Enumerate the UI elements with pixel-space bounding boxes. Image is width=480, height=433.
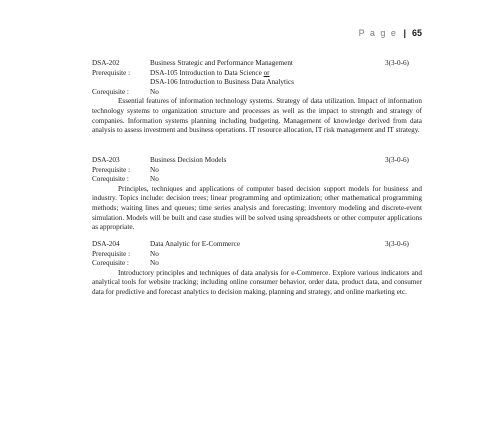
course-title: Data Analytic for E-Commerce <box>150 240 241 248</box>
prerequisite-label: Prerequisite : <box>92 68 131 77</box>
course-code: DSA-202 <box>92 59 120 67</box>
course-credits: 3(3-0-6) <box>385 59 409 67</box>
prerequisite-or: or <box>263 68 270 77</box>
page-header <box>359 28 422 38</box>
page-word: P a g e <box>358 28 398 38</box>
corequisite-value: No <box>150 87 159 96</box>
page-number: 65 <box>411 28 422 38</box>
course-credits: 3(3-0-6) <box>385 156 409 164</box>
course-dsa-203 <box>92 156 422 233</box>
corequisite-value: No <box>150 175 159 184</box>
prerequisite-course-2: DSA-106 Introduction to Business Data Analytics <box>150 78 294 87</box>
prerequisite-course-1: DSA-105 Introduction to Data Science <box>150 68 262 77</box>
course-dsa-204 <box>92 240 422 298</box>
corequisite-label: Corequisite : <box>92 259 129 268</box>
course-description: Essential features of information technology systems. Strategy of data utilization. Impact of information technology systems to organization structure and processes as well as the impact to strength and strategy of companies. Information systems planning including budgeting. Management of knowledge derived from data analysis to assess investment and business operations. IT resource allocation, IT risk management and IT strategy. <box>92 97 422 135</box>
corequisite-value: No <box>150 259 159 268</box>
prerequisite-value: No <box>150 249 159 258</box>
course-description: Principles, techniques and applications of computer based decision support models for business and industry. Topics include: decision trees; linear programming and optimization; other mathematical programming methods; waiting lines and queues; time series analysis and forecasting; inventory modeling and discrete-event simulation. Models will be built and case studies will be solved using spreadsheets or other computer applications as appropriate. <box>92 184 422 232</box>
course-code: DSA-204 <box>92 240 120 248</box>
course-title: Business Strategic and Performance Management <box>150 59 293 67</box>
prerequisite-value: No <box>150 165 159 174</box>
course-code: DSA-203 <box>92 156 120 164</box>
prerequisite-value <box>150 69 270 79</box>
course-description: Introductory principles and techniques of data analysis for e-Commerce. Explore various indicators and analytical tools for website tracking; including online consumer behavior, order data, product data, and consumer data for predictive and forecast analytics to decision making, planning and strategy, and online marketing etc. <box>92 268 422 296</box>
page-separator: | <box>403 28 406 38</box>
corequisite-label: Corequisite : <box>92 175 129 184</box>
prerequisite-label: Prerequisite : <box>92 249 131 258</box>
course-dsa-202 <box>92 59 422 136</box>
course-credits: 3(3-0-6) <box>385 240 409 248</box>
corequisite-label: Corequisite : <box>92 87 129 96</box>
prerequisite-label: Prerequisite : <box>92 165 131 174</box>
course-title: Business Decision Models <box>150 156 227 164</box>
